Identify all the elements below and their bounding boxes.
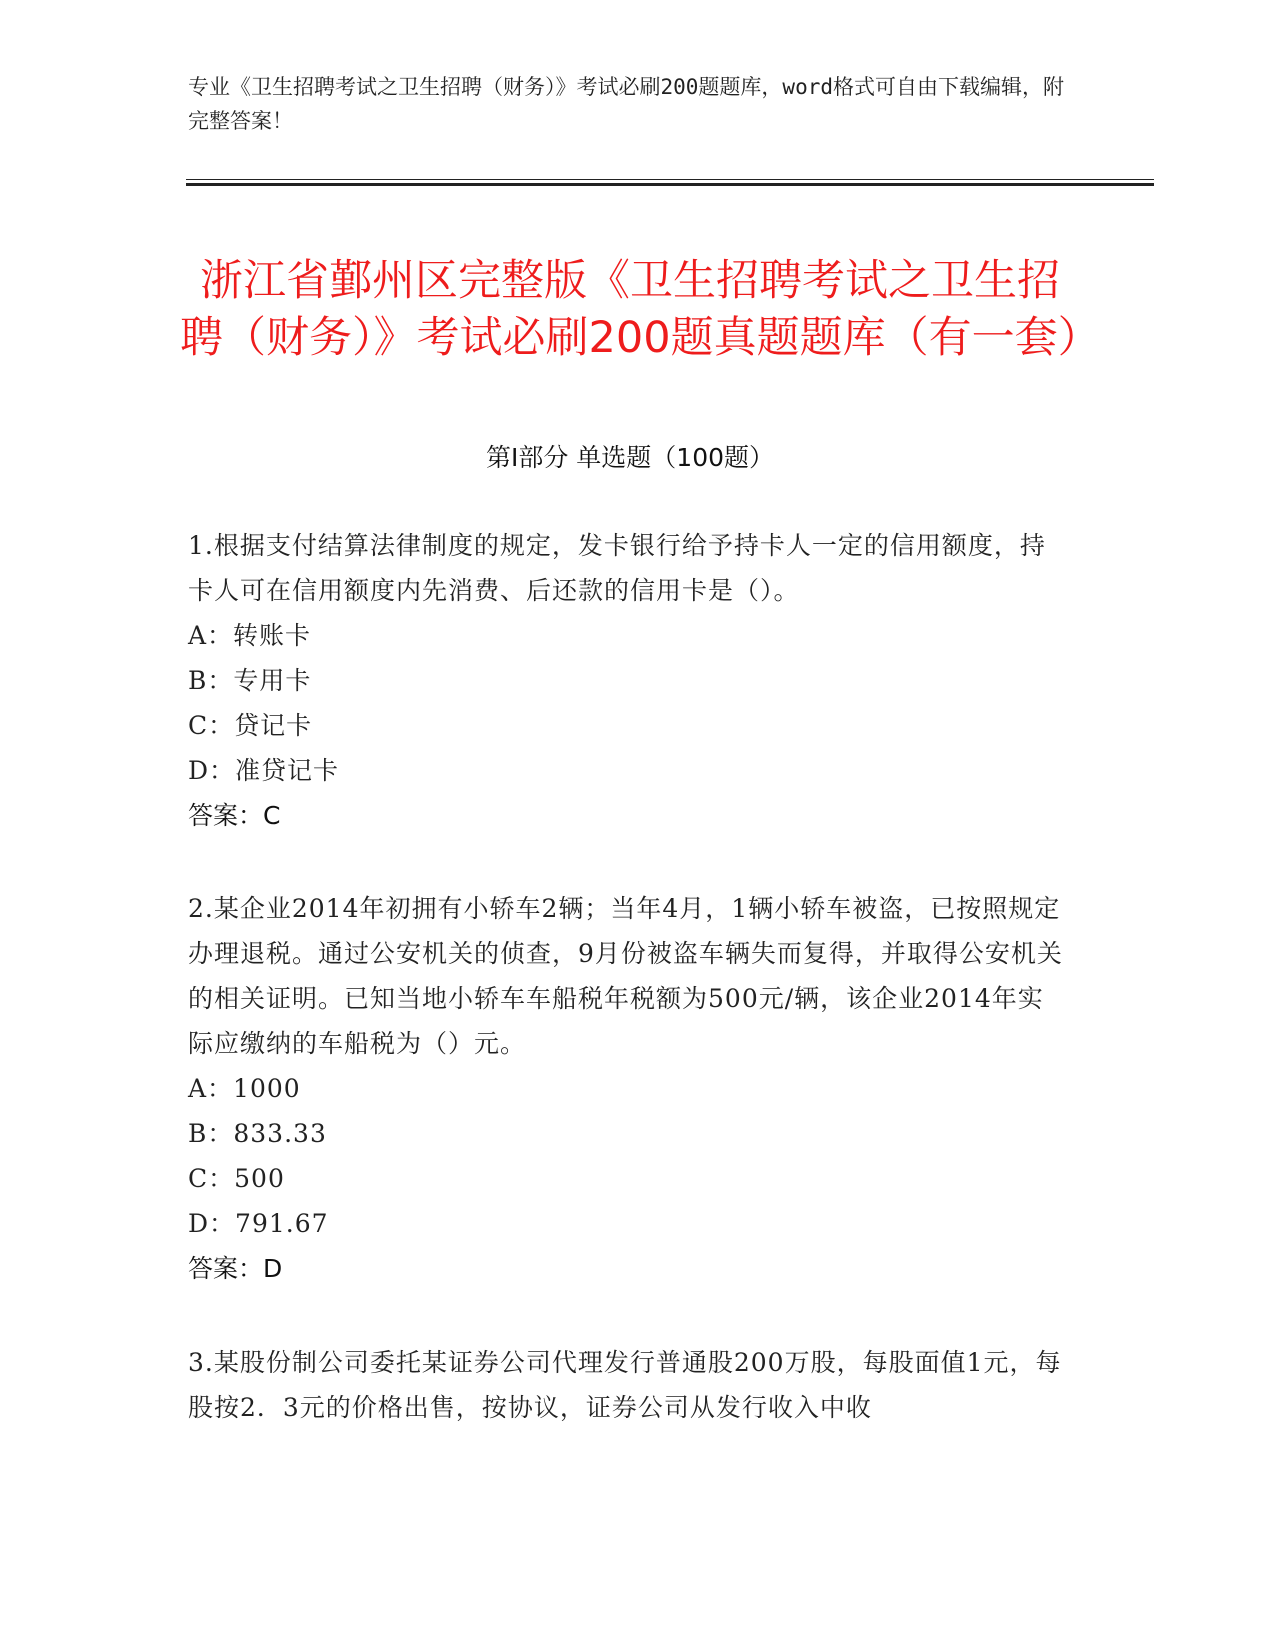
answer: 答案：C: [188, 801, 281, 830]
option-b: B：833.33: [188, 1119, 327, 1148]
option-d: D：准贷记卡: [188, 756, 340, 785]
section-heading: 第Ⅰ部分 单选题（100题）: [485, 443, 775, 472]
option-c: C：贷记卡: [188, 711, 313, 740]
header-divider-thin: [186, 179, 1154, 180]
question-stem: 1.根据支付结算法律制度的规定，发卡银行给予持卡人一定的信用额度，持卡人可在信用额度内先消费、后还款的信用卡是（）。: [188, 531, 1046, 605]
option-a: A：转账卡: [188, 621, 312, 650]
header-divider-thick: [186, 183, 1154, 186]
option-c: C：500: [188, 1164, 285, 1193]
question-2: [188, 886, 1068, 1291]
answer: 答案：D: [188, 1254, 283, 1283]
option-d: D：791.67: [188, 1209, 329, 1238]
question-stem: 3.某股份制公司委托某证券公司代理发行普通股200万股，每股面值1元，每股按2．3元的价格出售，按协议，证券公司从发行收入中收: [188, 1348, 1062, 1422]
question-1: [188, 523, 1068, 838]
question-stem: 2.某企业2014年初拥有小轿车2辆；当年4月，1辆小轿车被盗，已按照规定办理退税。通过公安机关的侦查，9月份被盗车辆失而复得，并取得公安机关的相关证明。已知当地小轿车车船税年税额为500元/辆，该企业2014年实际应缴纳的车船税为（）元。: [188, 894, 1063, 1058]
document-title: 浙江省鄞州区完整版《卫生招聘考试之卫生招聘（财务）》考试必刷200题真题题库（有一套）: [180, 255, 1101, 363]
header-note: 专业《卫生招聘考试之卫生招聘（财务）》考试必刷200题题库，word格式可自由下载编辑，附完整答案！: [188, 75, 1064, 133]
option-a: A：1000: [188, 1074, 301, 1103]
question-3: [188, 1340, 1068, 1430]
option-b: B：专用卡: [188, 666, 312, 695]
